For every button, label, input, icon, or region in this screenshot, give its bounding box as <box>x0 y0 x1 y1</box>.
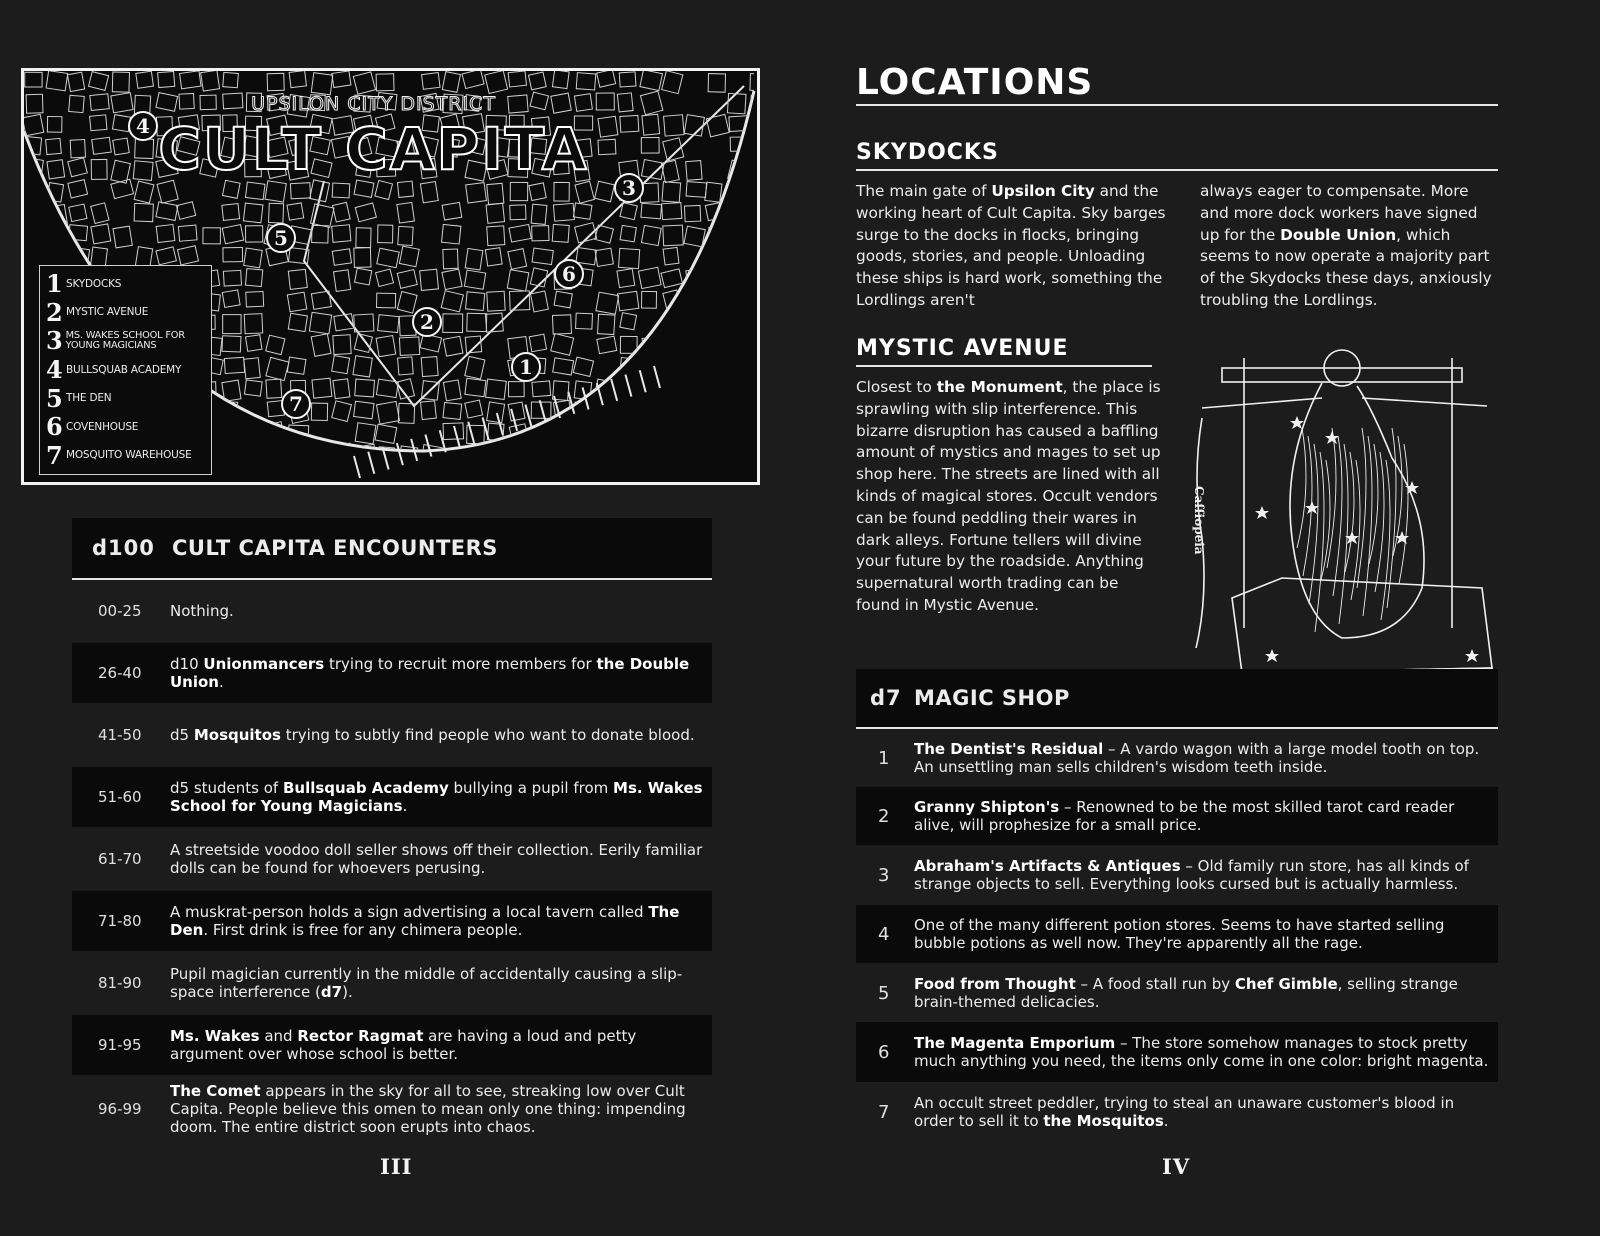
shop-text: An occult street peddler, trying to steal an unaware customer's blood in order to sell it to the Mosquitos. <box>914 1094 1455 1130</box>
map-marker-6: 6 <box>554 259 584 289</box>
shop-number: 7 <box>878 1101 890 1123</box>
encounter-text: d10 Unionmancers trying to recruit more members for the Double Union. <box>170 655 690 691</box>
encounter-text: The Comet appears in the sky for all to see, streaking low over Cult Capita. People believe this omen to mean only one thing: impending doom. The entire district soon erupts into chaos. <box>170 1082 686 1136</box>
encounter-range: 26-40 <box>98 664 142 682</box>
legend-item <box>46 356 205 385</box>
shop-number: 5 <box>878 982 890 1004</box>
map-marker-3: 3 <box>614 173 644 203</box>
cassiopeia-illustration <box>1182 338 1500 688</box>
legend-number: 3 <box>46 326 63 356</box>
shop-number: 2 <box>878 805 890 827</box>
shop-number: 4 <box>878 923 890 945</box>
map-legend <box>39 265 212 475</box>
legend-label: SKYDOCKS <box>66 277 122 290</box>
mystic-avenue-heading: MYSTIC AVENUE <box>856 336 1069 361</box>
page-number-left: III <box>380 1154 413 1179</box>
encounter-range: 71-80 <box>98 912 142 930</box>
legend-label: MS. WAKES SCHOOL FOR YOUNG MAGICIANS <box>65 330 185 352</box>
magic-shop-row <box>856 1022 1498 1082</box>
legend-number: 2 <box>46 297 63 327</box>
locations-heading: LOCATIONS <box>856 62 1094 103</box>
legend-number: 1 <box>46 269 63 299</box>
encounter-text: Ms. Wakes and Rector Ragmat are having a loud and petty argument over whose school is better. <box>170 1027 637 1063</box>
magic-shop-row <box>856 905 1498 963</box>
magic-shop-die: d7 <box>870 686 902 710</box>
encounter-row <box>72 891 712 951</box>
legend-item <box>46 442 205 471</box>
encounter-range: 61-70 <box>98 850 142 868</box>
encounter-range: 41-50 <box>98 726 142 744</box>
shop-number: 1 <box>878 747 890 769</box>
encounter-text: d5 Mosquitos trying to subtly find people who want to donate blood. <box>170 726 695 744</box>
encounter-row <box>72 1015 712 1075</box>
map-marker-4: 4 <box>128 111 158 141</box>
skydocks-text-col2: always eager to compensate. More and more dock workers have signed up for the Double Union, which seems to now operate a majority part of the Skydocks these days, anxiously troubling the Lordlings. <box>1200 182 1492 309</box>
magic-shop-row <box>856 847 1498 903</box>
shop-text: Granny Shipton's – Renowned to be the most skilled tarot card reader alive, will prophesize for a small price. <box>914 798 1455 834</box>
legend-item <box>46 413 205 442</box>
encounters-table-header <box>72 518 712 580</box>
legend-item <box>46 270 205 299</box>
magic-shop-title: MAGIC SHOP <box>914 686 1070 710</box>
encounter-text: d5 students of Bullsquab Academy bullying a pupil from Ms. Wakes School for Young Magicians. <box>170 779 703 815</box>
legend-label: MOSQUITO WAREHOUSE <box>66 449 192 462</box>
encounter-row <box>72 706 712 764</box>
encounter-text: A muskrat-person holds a sign advertising a local tavern called The Den. First drink is free for any chimera people. <box>170 903 680 939</box>
encounter-text: A streetside voodoo doll seller shows off their collection. Eerily familiar dolls can be found for whoevers perusing. <box>170 841 703 877</box>
legend-label: COVENHOUSE <box>66 420 139 433</box>
legend-number: 7 <box>46 440 63 470</box>
encounter-row <box>72 830 712 888</box>
illustration-caption: Caſſiopeia <box>1192 486 1206 555</box>
shop-text: Abraham's Artifacts & Antiques – Old family run store, has all kinds of strange objects to sell. Everything looks cursed but is actually harmless. <box>914 857 1469 893</box>
legend-label: THE DEN <box>66 392 112 405</box>
encounter-row <box>72 582 712 640</box>
map-marker-1: 1 <box>511 352 541 382</box>
encounter-range: 91-95 <box>98 1036 142 1054</box>
legend-number: 4 <box>46 355 63 385</box>
map-marker-2: 2 <box>412 307 442 337</box>
encounter-row <box>72 767 712 827</box>
shop-number: 3 <box>878 864 890 886</box>
encounters-die: d100 <box>92 536 155 560</box>
magic-shop-row <box>856 1084 1498 1140</box>
map-title: CULT CAPITA <box>158 115 589 183</box>
map-marker-7: 7 <box>281 389 311 419</box>
map-marker-5: 5 <box>266 223 296 253</box>
magic-shop-table-header <box>856 669 1498 729</box>
legend-item <box>46 384 205 413</box>
encounter-row <box>72 954 712 1012</box>
shop-text: The Magenta Emporium – The store somehow manages to stock pretty much anything you need, the items only come in one color: bright magenta. <box>914 1034 1489 1070</box>
page-number-right: IV <box>1162 1154 1191 1179</box>
skydocks-heading: SKYDOCKS <box>856 140 999 165</box>
map-subtitle: UPSILON CITY DISTRICT <box>251 93 496 115</box>
skydocks-rule <box>856 169 1498 171</box>
district-map <box>21 68 760 485</box>
shop-text: One of the many different potion stores. Seems to have started selling bubble potions as well now. They're apparently all the rage. <box>914 916 1445 952</box>
encounter-range: 51-60 <box>98 788 142 806</box>
encounter-row <box>72 643 712 703</box>
heading-rule <box>856 104 1498 106</box>
mystic-avenue-text: Closest to the Monument, the place is sprawling with slip interference. This bizarre disruption has caused a baffling amount of mystics and mages to set up shop here. The streets are lined with all kinds of magical stores. Occult vendors can be found peddling their wares in dark alleys. Fortune tellers will divine your future by the roadside. Anything supernatural worth trading can be found in Mystic Avenue. <box>856 378 1161 614</box>
legend-item <box>46 327 205 356</box>
shop-text: Food from Thought – A food stall run by Chef Gimble, selling strange brain-themed delicacies. <box>914 975 1458 1011</box>
magic-shop-row <box>856 965 1498 1021</box>
legend-item <box>46 299 205 328</box>
magic-shop-row <box>856 787 1498 845</box>
encounters-title: CULT CAPITA ENCOUNTERS <box>172 536 498 560</box>
magic-shop-row <box>856 731 1498 785</box>
encounter-range: 81-90 <box>98 974 142 992</box>
legend-label: BULLSQUAB ACADEMY <box>66 363 182 376</box>
shop-text: The Dentist's Residual – A vardo wagon with a large model tooth on top. An unsettling man sells children's wisdom teeth inside. <box>914 740 1480 776</box>
shop-number: 6 <box>878 1041 890 1063</box>
legend-number: 5 <box>46 383 63 413</box>
encounter-text: Nothing. <box>170 602 234 620</box>
right-page <box>800 0 1600 1236</box>
encounter-range: 96-99 <box>98 1100 142 1118</box>
legend-number: 6 <box>46 412 63 442</box>
encounter-row <box>72 1078 712 1140</box>
encounter-text: Pupil magician currently in the middle of accidentally causing a slip-space interference (d7). <box>170 965 683 1001</box>
skydocks-text-col1: The main gate of Upsilon City and the working heart of Cult Capita. Sky barges surge to the docks in flocks, bringing goods, stories, and people. Unloading these ships is hard work, something the Lordlings aren't <box>856 182 1166 309</box>
encounter-range: 00-25 <box>98 602 142 620</box>
legend-label: MYSTIC AVENUE <box>66 306 149 319</box>
mystic-avenue-rule <box>856 365 1152 367</box>
